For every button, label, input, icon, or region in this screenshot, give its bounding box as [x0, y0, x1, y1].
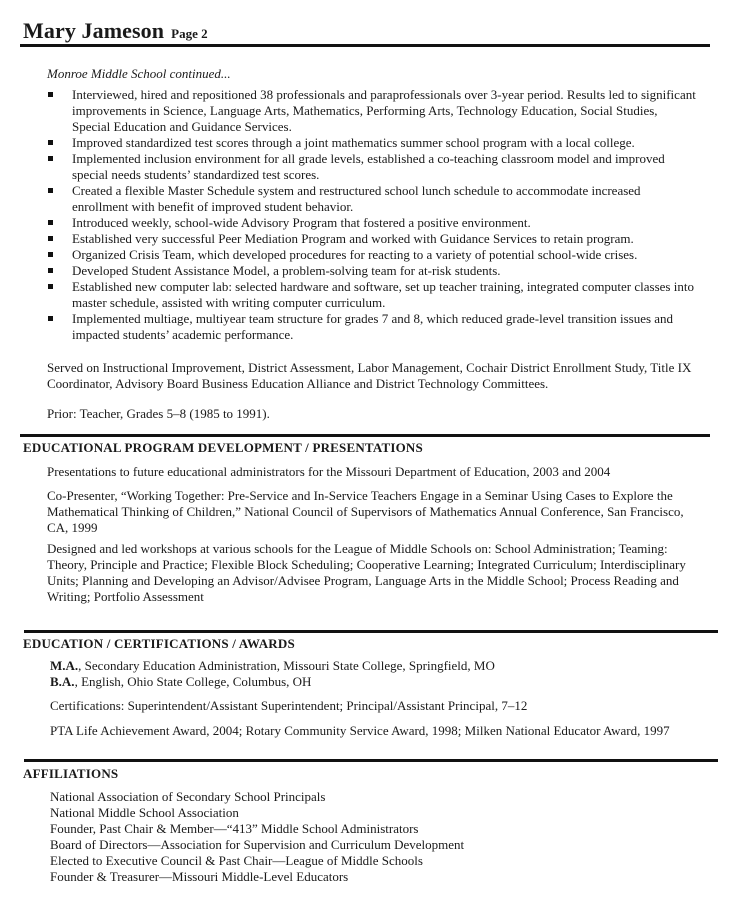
section-rule [24, 630, 718, 633]
degree-detail: , English, Ohio State College, Columbus, OH [74, 674, 312, 689]
committees-paragraph: Served on Instructional Improvement, District Assessment, Labor Management, Cochair District Enrollment Study, Title IX Coordinator, Advisory Board Business Education Alliance and District Technology Committees. [47, 360, 692, 391]
presentation-item: Co-Presenter, “Working Together: Pre-Service and In-Service Teachers Engage in a Seminar Using Cases to Explore the Mathematical Thinking of Children,” National Council of Supervisors of Mathematics Annual Conference, San Francisco, CA, 1999 [47, 488, 684, 535]
degree-detail: , Secondary Education Administration, Missouri State College, Springfield, MO [78, 658, 495, 673]
degree-label: B.A. [50, 674, 75, 689]
affiliation-item: Founder & Treasurer—Missouri Middle-Level Educators [50, 869, 349, 884]
list-item: Established new computer lab: selected hardware and software, set up teacher training, integrated computer classes into master schedule, assisted with writing computer curriculum. [47, 279, 697, 311]
affiliation-item: National Middle School Association [50, 805, 239, 820]
list-item: Developed Student Assistance Model, a problem-solving team for at-risk students. [47, 263, 697, 279]
presentation-item: Presentations to future educational administrators for the Missouri Department of Education, 2003 and 2004 [47, 464, 611, 479]
degree-label: M.A. [50, 658, 79, 673]
degree-ba [50, 674, 311, 690]
certifications: Certifications: Superintendent/Assistant Superintendent; Principal/Assistant Principal, 7–12 [50, 698, 528, 713]
affiliation-item: Founder, Past Chair & Member—“413” Middle School Administrators [50, 821, 419, 836]
section-title-education: EDUCATION / CERTIFICATIONS / AWARDS [23, 636, 295, 651]
list-item: Created a flexible Master Schedule system and restructured school lunch schedule to accommodate increased enrollment with benefit of improved student behavior. [47, 183, 697, 215]
presentation-item: Designed and led workshops at various schools for the League of Middle Schools on: School Administration; Teaming: Theory, Principle and Practice; Flexible Block Scheduling; Cooperative Learning; Integrated Curriculum; Interdisciplinary Units; Planning and Developing an Advisor/Advisee Program, Language Arts in the Middle School; Process Reading and Writing; Portfolio Assessment [47, 541, 686, 604]
degree-ma [50, 658, 495, 674]
affiliation-item: Board of Directors—Association for Supervision and Curriculum Development [50, 837, 465, 852]
section-rule [20, 434, 710, 437]
list-item: Improved standardized test scores through a joint mathematics summer school program with a local college. [47, 135, 697, 151]
applicant-name: Mary Jameson [23, 18, 165, 43]
section-title-program-development: EDUCATIONAL PROGRAM DEVELOPMENT / PRESENTATIONS [23, 440, 423, 455]
awards: PTA Life Achievement Award, 2004; Rotary Community Service Award, 1998; Milken National Educator Award, 1997 [50, 723, 670, 738]
page-label: Page 2 [171, 26, 208, 41]
header-rule [20, 44, 710, 47]
list-item: Introduced weekly, school-wide Advisory Program that fostered a positive environment. [47, 215, 697, 231]
school-subheading: Monroe Middle School continued... [47, 66, 231, 81]
affiliation-item: National Association of Secondary School Principals [50, 789, 326, 804]
list-item: Organized Crisis Team, which developed procedures for reacting to a variety of potential school-wide crises. [47, 247, 697, 263]
prior-experience: Prior: Teacher, Grades 5–8 (1985 to 1991). [47, 406, 270, 421]
section-rule [24, 759, 718, 762]
list-item: Established very successful Peer Mediation Program and worked with Guidance Services to retain program. [47, 231, 697, 247]
section-title-affiliations: AFFILIATIONS [23, 766, 119, 781]
list-item: Interviewed, hired and repositioned 38 professionals and paraprofessionals over 3-year period. Results led to significant improvements in Science, Language Arts, Mathematics, Performing Arts, Technology Education, Social Studies, Special Education and Guidance Services. [47, 87, 697, 135]
resume-header [23, 18, 208, 44]
list-item: Implemented inclusion environment for all grade levels, established a co-teaching classroom model and improved special needs students’ standardized test scores. [47, 151, 697, 183]
list-item: Implemented multiage, multiyear team structure for grades 7 and 8, which reduced grade-level transition issues and impacted students’ academic performance. [47, 311, 697, 343]
affiliation-item: Elected to Executive Council & Past Chair—League of Middle Schools [50, 853, 423, 868]
accomplishment-list [47, 87, 697, 343]
